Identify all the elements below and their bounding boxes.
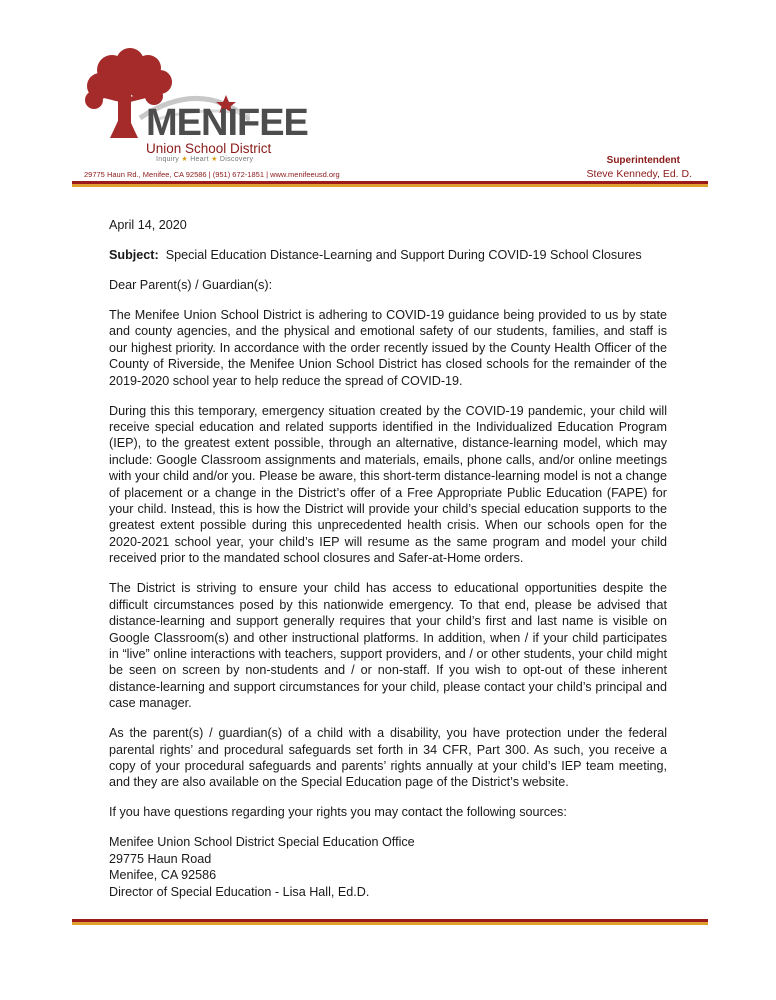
paragraph: The Menifee Union School District is adhering to COVID-19 guidance being provided to us by state and county agencies, and the physical and emotional safety of our students, families, and staff is our highest priority. In accordance with the order recently issued by the County Health Officer of the County of Riverside, the Menifee Union School District has closed schools for the remainder of the 2019-2020 school year to help reduce the spread of COVID-19. [109,308,667,388]
salutation: Dear Parent(s) / Guardian(s): [109,278,273,292]
contact-line: Menifee, CA 92586 [109,868,217,883]
district-name: MENIFEE [146,102,308,144]
superintendent-name: Steve Kennedy, Ed. D. [586,168,692,180]
tagline-word: Inquiry [156,156,180,163]
district-tagline [156,156,253,163]
paragraph: As the parent(s) / guardian(s) of a child with a disability, you have protection under the federal parental rights’ and procedural safeguards set forth in 34 CFR, Part 300. As such, you receive a copy of your procedural safeguards and parents’ rights annually at your child’s IEP team meeting, and they are also available on the Special Education page of the District’s website. [109,726,667,790]
letter-date: April 14, 2020 [109,218,187,232]
superintendent-title: Superintendent [606,155,680,166]
paragraph: During this this temporary, emergency situation created by the COVID-19 pandemic, your child will receive special education and related supports identified in the Individualized Education Program (IEP), to the greatest extent possible, through an alternative, distance-learning model, which may include: Google Classroom assignments and materials, emails, phone calls, and/or online meetings with your child and/or you. Please be aware, this short-term distance-learning model is not a change of placement or a change in the District’s offer of a Free Appropriate Public Education (FAPE) for your child. Instead, this is how the District will provide your child’s special education supports to the greatest extent possible during this unprecedented health crisis. When our schools open for the 2020-2021 school year, your child’s IEP will resume as the same program and model your child received prior to the mandated school closures and Safer-at-Home orders. [109,403,667,566]
subject-label: Subject: [109,248,159,262]
contact-line: 29775 Haun Road [109,851,212,866]
letter-body [109,217,667,900]
subject-text: Special Education Distance-Learning and Support During COVID-19 School Closures [165,248,642,262]
district-subtitle: Union School District [146,141,272,156]
footer-rule-gold [72,922,708,925]
contact-line: Director of Special Education - Lisa Hall, Ed.D. [109,884,370,899]
contact-intro: If you have questions regarding your rights you may contact the following sources: [109,805,567,820]
contact-line: Menifee Union School District Special Education Office [109,835,415,850]
star-icon: ★ [181,156,188,163]
letter-subject [109,247,667,263]
tagline-word: Heart [190,156,209,163]
header-rule-gold [72,184,708,187]
tagline-word: Discovery [219,156,254,163]
contact-address-block [109,834,667,900]
paragraph: The District is striving to ensure your child has access to educational opportunities despite the difficult circumstances posed by this nationwide emergency. To that end, please be advised that distance-learning and support generally requires that your child’s first and last name is visible on Google Classroom(s) and other instructional platforms. In addition, when / if your child participates in “live” online interactions with teachers, support providers, and / or other students, your child might be seen on screen by non-students and / or non-staff. If you wish to opt-out of these inherent distance-learning and support circumstances for your child, please contact your child’s principal and case manager. [109,581,667,711]
letterhead [0,0,776,190]
star-icon: ★ [211,156,218,163]
district-address: 29775 Haun Rd., Menifee, CA 92586 | (951) 672-1851 | www.menifeeusd.org [84,170,340,179]
